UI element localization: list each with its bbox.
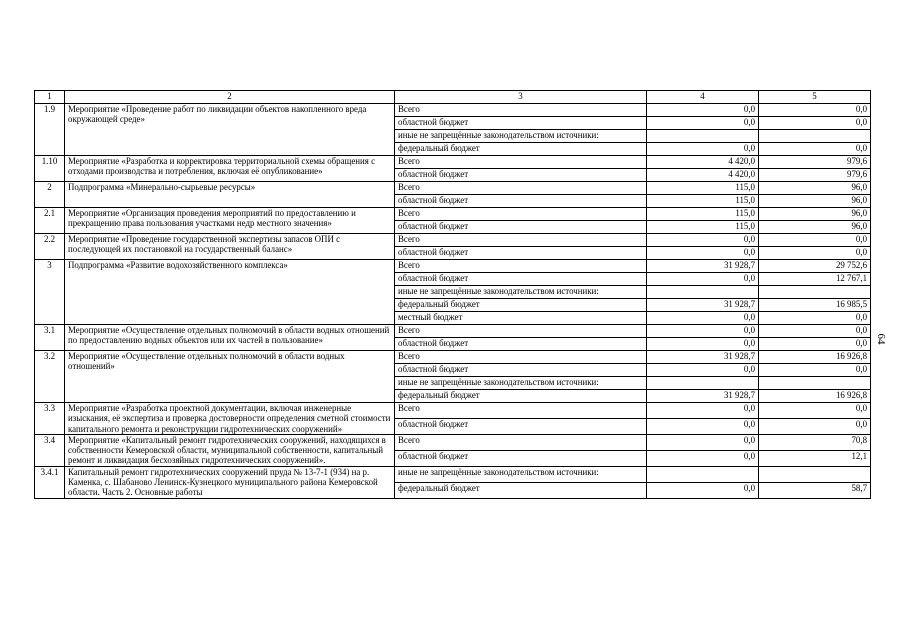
value-col-4: 31 928,7 <box>647 351 759 364</box>
activity-name: Мероприятие «Проведение государственной экспертизы запасов ОПИ с последующей их постановкой на государственный баланс» <box>65 234 395 260</box>
funding-source: областной бюджет <box>395 450 647 466</box>
table-row <box>35 403 871 419</box>
value-col-4: 31 928,7 <box>647 299 759 312</box>
activity-name: Подпрограмма «Минерально-сырьевые ресурсы» <box>65 182 395 208</box>
value-col-4: 31 928,7 <box>647 390 759 403</box>
value-col-4: 0,0 <box>647 338 759 351</box>
value-col-5 <box>759 286 871 299</box>
value-col-4: 0,0 <box>647 418 759 434</box>
value-col-4: 0,0 <box>647 434 759 450</box>
value-col-5: 96,0 <box>759 182 871 195</box>
funding-source: Всего <box>395 182 647 195</box>
value-col-5: 0,0 <box>759 234 871 247</box>
value-col-5: 0,0 <box>759 338 871 351</box>
activity-name: Мероприятие «Проведение работ по ликвидации объектов накопленного вреда окружающей среде» <box>65 104 395 156</box>
value-col-4: 0,0 <box>647 325 759 338</box>
row-number: 3.2 <box>35 351 65 403</box>
activity-name: Мероприятие «Разработка проектной документации, включая инженерные изыскания, её экспертиза и проверка достоверности определения сметной стоимости капитального ремонта и реконструкции гидротехнических сооружений» <box>65 403 395 435</box>
value-col-4: 0,0 <box>647 312 759 325</box>
table-row <box>35 351 871 364</box>
funding-source: областной бюджет <box>395 273 647 286</box>
value-col-4 <box>647 466 759 482</box>
funding-source: Всего <box>395 208 647 221</box>
table-header-row <box>35 91 871 104</box>
value-col-5: 16 985,5 <box>759 299 871 312</box>
value-col-5: 12,1 <box>759 450 871 466</box>
funding-source: областной бюджет <box>395 418 647 434</box>
value-col-4: 115,0 <box>647 221 759 234</box>
funding-source: федеральный бюджет <box>395 482 647 498</box>
value-col-5: 16 926,8 <box>759 351 871 364</box>
value-col-5: 96,0 <box>759 221 871 234</box>
value-col-5: 29 752,6 <box>759 260 871 273</box>
table-row <box>35 325 871 338</box>
value-col-5: 0,0 <box>759 312 871 325</box>
funding-source: Всего <box>395 234 647 247</box>
header-col-5: 5 <box>759 91 871 104</box>
table-row <box>35 466 871 482</box>
funding-source: иные не запрещённые законодательством источники: <box>395 286 647 299</box>
row-number: 3.1 <box>35 325 65 351</box>
value-col-5: 16 926,8 <box>759 390 871 403</box>
value-col-4: 115,0 <box>647 195 759 208</box>
financing-table <box>34 90 871 499</box>
activity-name: Капитальный ремонт гидротехнических сооружений пруда № 13-7-1 (934) на р. Каменка, с. Шабаново Ленинск-Кузнецкого муниципального района Кемеровской области. Часть 2. Основные работы <box>65 466 395 498</box>
header-col-1: 1 <box>35 91 65 104</box>
value-col-4: 4 420,0 <box>647 169 759 182</box>
table-row <box>35 156 871 169</box>
value-col-5: 0,0 <box>759 143 871 156</box>
value-col-4: 4 420,0 <box>647 156 759 169</box>
funding-source: Всего <box>395 104 647 117</box>
row-number: 3.4 <box>35 434 65 466</box>
value-col-5 <box>759 377 871 390</box>
funding-source: Всего <box>395 403 647 419</box>
value-col-5: 0,0 <box>759 104 871 117</box>
table-row <box>35 234 871 247</box>
row-number: 2.2 <box>35 234 65 260</box>
table-row <box>35 104 871 117</box>
table-row <box>35 434 871 450</box>
table-row <box>35 208 871 221</box>
value-col-4 <box>647 377 759 390</box>
value-col-5: 96,0 <box>759 195 871 208</box>
row-number: 3 <box>35 260 65 325</box>
row-number: 1.9 <box>35 104 65 156</box>
value-col-5: 96,0 <box>759 208 871 221</box>
funding-source: областной бюджет <box>395 117 647 130</box>
value-col-4: 0,0 <box>647 482 759 498</box>
funding-source: областной бюджет <box>395 195 647 208</box>
funding-source: федеральный бюджет <box>395 390 647 403</box>
value-col-4: 0,0 <box>647 143 759 156</box>
activity-name: Мероприятие «Организация проведения мероприятий по предоставлению и прекращению права пользования участками недр местного значения» <box>65 208 395 234</box>
funding-source: Всего <box>395 260 647 273</box>
activity-name: Мероприятие «Осуществление отдельных полномочий в области водных отношений» <box>65 351 395 403</box>
value-col-4: 0,0 <box>647 117 759 130</box>
value-col-5 <box>759 130 871 143</box>
value-col-4: 115,0 <box>647 208 759 221</box>
funding-source: федеральный бюджет <box>395 143 647 156</box>
funding-source: иные не запрещённые законодательством источники: <box>395 466 647 482</box>
row-number: 3.4.1 <box>35 466 65 498</box>
value-col-4: 0,0 <box>647 247 759 260</box>
table-body <box>35 91 871 499</box>
header-col-4: 4 <box>647 91 759 104</box>
value-col-5: 0,0 <box>759 364 871 377</box>
value-col-4: 0,0 <box>647 104 759 117</box>
funding-source: федеральный бюджет <box>395 299 647 312</box>
funding-source: областной бюджет <box>395 364 647 377</box>
value-col-4: 31 928,7 <box>647 260 759 273</box>
header-col-2: 2 <box>65 91 395 104</box>
value-col-4 <box>647 286 759 299</box>
funding-source: Всего <box>395 325 647 338</box>
value-col-5: 0,0 <box>759 403 871 419</box>
value-col-5: 0,0 <box>759 325 871 338</box>
funding-source: иные не запрещённые законодательством источники: <box>395 130 647 143</box>
activity-name: Мероприятие «Осуществление отдельных полномочий в области водных отношений по предоставлению водных объектов или их частей в пользование» <box>65 325 395 351</box>
funding-source: областной бюджет <box>395 169 647 182</box>
funding-source: областной бюджет <box>395 221 647 234</box>
value-col-4: 0,0 <box>647 364 759 377</box>
row-number: 2.1 <box>35 208 65 234</box>
value-col-5: 979,6 <box>759 169 871 182</box>
value-col-4: 115,0 <box>647 182 759 195</box>
funding-source: иные не запрещённые законодательством источники: <box>395 377 647 390</box>
value-col-5: 0,0 <box>759 117 871 130</box>
value-col-4 <box>647 130 759 143</box>
row-number: 1.10 <box>35 156 65 182</box>
funding-source: Всего <box>395 156 647 169</box>
value-col-5: 979,6 <box>759 156 871 169</box>
funding-source: Всего <box>395 351 647 364</box>
value-col-5: 0,0 <box>759 418 871 434</box>
value-col-5: 70,8 <box>759 434 871 450</box>
row-number: 3.3 <box>35 403 65 435</box>
value-col-5: 12 767,1 <box>759 273 871 286</box>
funding-source: областной бюджет <box>395 338 647 351</box>
value-col-5: 0,0 <box>759 247 871 260</box>
table-row <box>35 260 871 273</box>
page-number: 64 <box>875 333 887 345</box>
funding-source: местный бюджет <box>395 312 647 325</box>
funding-source: Всего <box>395 434 647 450</box>
activity-name: Мероприятие «Капитальный ремонт гидротехнических сооружений, находящихся в собственности Кемеровской области, муниципальной собственности, капитальный ремонт и ликвидация бесхозяйных гидротехнических сооружений». <box>65 434 395 466</box>
funding-source: областной бюджет <box>395 247 647 260</box>
value-col-4: 0,0 <box>647 403 759 419</box>
value-col-5 <box>759 466 871 482</box>
value-col-4: 0,0 <box>647 273 759 286</box>
activity-name: Мероприятие «Разработка и корректировка территориальной схемы обращения с отходами производства и потребления, включая её опубликование» <box>65 156 395 182</box>
table-row <box>35 182 871 195</box>
activity-name: Подпрограмма «Развитие водохозяйственного комплекса» <box>65 260 395 325</box>
value-col-5: 58,7 <box>759 482 871 498</box>
row-number: 2 <box>35 182 65 208</box>
header-col-3: 3 <box>395 91 647 104</box>
value-col-4: 0,0 <box>647 234 759 247</box>
value-col-4: 0,0 <box>647 450 759 466</box>
